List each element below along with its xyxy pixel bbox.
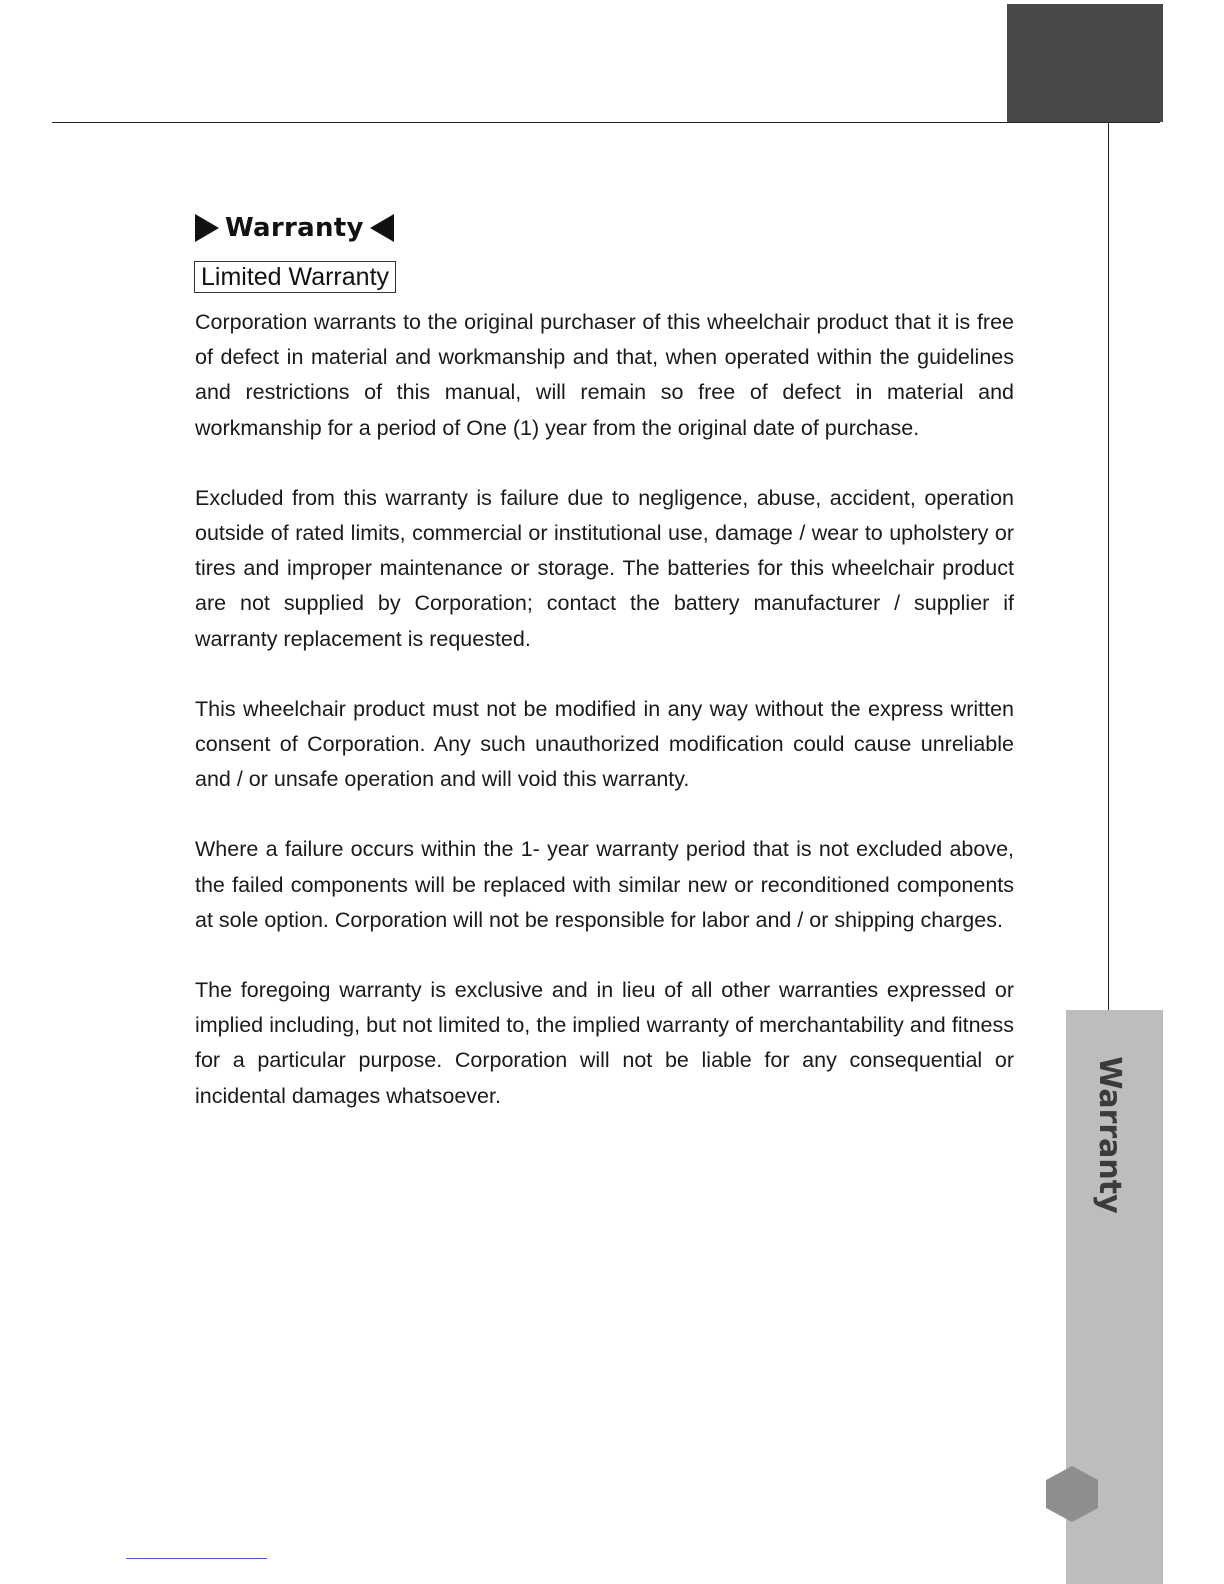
paragraph: Corporation warrants to the original purchaser of this wheelchair product that it is free of defect in material and workmanship and that, when operated within the guidelines and restrictions of this manual, will remain so free of defect in material and workmanship for a period of One (1) year from the original date of purchase. <box>195 310 1014 440</box>
hexagon-page-marker-icon <box>1046 1466 1098 1522</box>
side-tab-text: Warranty <box>1092 1056 1128 1214</box>
page-title: Warranty <box>225 213 364 243</box>
paragraph: Excluded from this warranty is failure due to negligence, abuse, accident, operation outside of rated limits, commercial or institutional use, damage / wear to upholstery or tires and improper maintenance or storage. The batteries for this wheelchair product are not supplied by Corporation; contact the battery manufacturer / supplier if warranty replacement is requested. <box>195 485 1014 651</box>
side-tab-label <box>1092 1056 1128 1214</box>
margin-rule <box>1108 122 1109 1010</box>
section-subheading: Limited Warranty <box>194 261 396 293</box>
paragraph: The foregoing warranty is exclusive and in lieu of all other warranties expressed or implied including, but not limited to, the implied warranty of merchantability and fitness for a particular purpose. Corporation will not be liable for any consequential or incidental damages whatsoever. <box>195 978 1014 1108</box>
section-heading <box>195 210 394 246</box>
left-pointing-triangle-icon <box>370 214 394 242</box>
header-corner-block <box>1007 4 1163 122</box>
header-rule <box>52 122 1160 123</box>
right-pointing-triangle-icon <box>195 214 219 242</box>
paragraph: Where a failure occurs within the 1- year warranty period that is not excluded above, the failed components will be replaced with similar new or reconditioned components at sole option. Corporation will not be responsible for labor and / or shipping charges. <box>195 837 1014 932</box>
paragraph: This wheelchair product must not be modified in any way without the express written consent of Corporation. Any such unauthorized modification could cause unreliable and / or unsafe operation and will void this warranty. <box>195 696 1014 792</box>
body-text <box>195 305 1014 1149</box>
footer-rule <box>126 1558 267 1559</box>
